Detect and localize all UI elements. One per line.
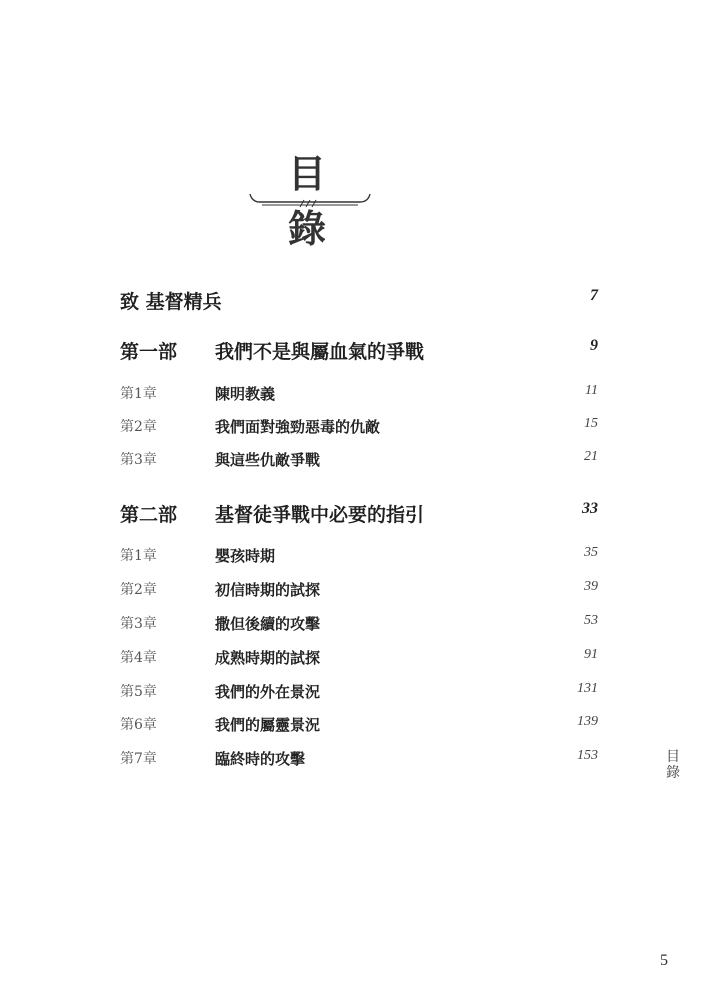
chapter-page-number: 53 [584,613,598,628]
chapter-page-number: 39 [584,579,598,594]
chapter-label: 第6章 [120,717,157,733]
part-page-number: 33 [582,500,598,517]
toc-entry-dedication[interactable] [120,287,598,317]
toc-chapter[interactable] [120,416,598,446]
toc-chapter[interactable] [120,714,598,744]
chapter-label: 第7章 [120,751,157,767]
chapter-page-number: 153 [577,748,598,763]
toc-chapter[interactable] [120,383,598,413]
chapter-title: 陳明教義 [215,385,276,403]
toc-part-2[interactable] [120,500,598,530]
title-flourish-ornament [248,190,372,212]
chapter-title: 我們面對強勁惡毒的仇敵 [215,418,381,436]
toc-chapter[interactable] [120,748,598,778]
chapter-label: 第1章 [120,386,157,402]
chapter-title: 臨終時的攻擊 [215,750,306,768]
page-title: 目 錄 [287,151,336,251]
chapter-label: 第2章 [120,419,157,435]
chapter-title: 初信時期的試探 [215,581,321,599]
chapter-label: 第5章 [120,684,157,700]
part-label: 第一部 [120,341,178,363]
chapter-label: 第2章 [120,582,157,598]
chapter-title: 與這些仇敵爭戰 [215,451,321,469]
toc-chapter[interactable] [120,579,598,609]
chapter-title: 我們的外在景況 [215,683,321,701]
chapter-page-number: 11 [585,383,598,398]
chapter-label: 第4章 [120,650,157,666]
part-page-number: 9 [590,337,598,354]
side-label-text: 目 錄 [666,749,680,781]
chapter-page-number: 35 [584,545,598,560]
toc-chapter[interactable] [120,647,598,677]
entry-page-number: 7 [590,287,598,304]
chapter-label: 第3章 [120,616,157,632]
chapter-title: 我們的屬靈景況 [215,716,321,734]
toc-part-1[interactable] [120,337,598,367]
toc-chapter[interactable] [120,545,598,575]
toc-chapter[interactable] [120,613,598,643]
part-label: 第二部 [120,504,178,526]
chapter-page-number: 131 [577,681,598,696]
chapter-label: 第3章 [120,452,157,468]
entry-title: 致 基督精兵 [120,291,222,313]
side-section-label [664,749,682,781]
toc-chapter[interactable] [120,681,598,711]
chapter-page-number: 91 [584,647,598,662]
toc-chapter[interactable] [120,449,598,479]
part-title: 基督徒爭戰中必要的指引 [215,504,425,526]
chapter-label: 第1章 [120,548,157,564]
chapter-page-number: 15 [584,416,598,431]
chapter-title: 撒但後續的攻擊 [215,615,321,633]
chapter-title: 成熟時期的試探 [215,649,321,667]
part-title: 我們不是與屬血氣的爭戰 [215,341,425,363]
chapter-title: 嬰孩時期 [215,547,276,565]
chapter-page-number: 21 [584,449,598,464]
chapter-page-number: 139 [577,714,598,729]
page-number: 5 [660,952,668,969]
